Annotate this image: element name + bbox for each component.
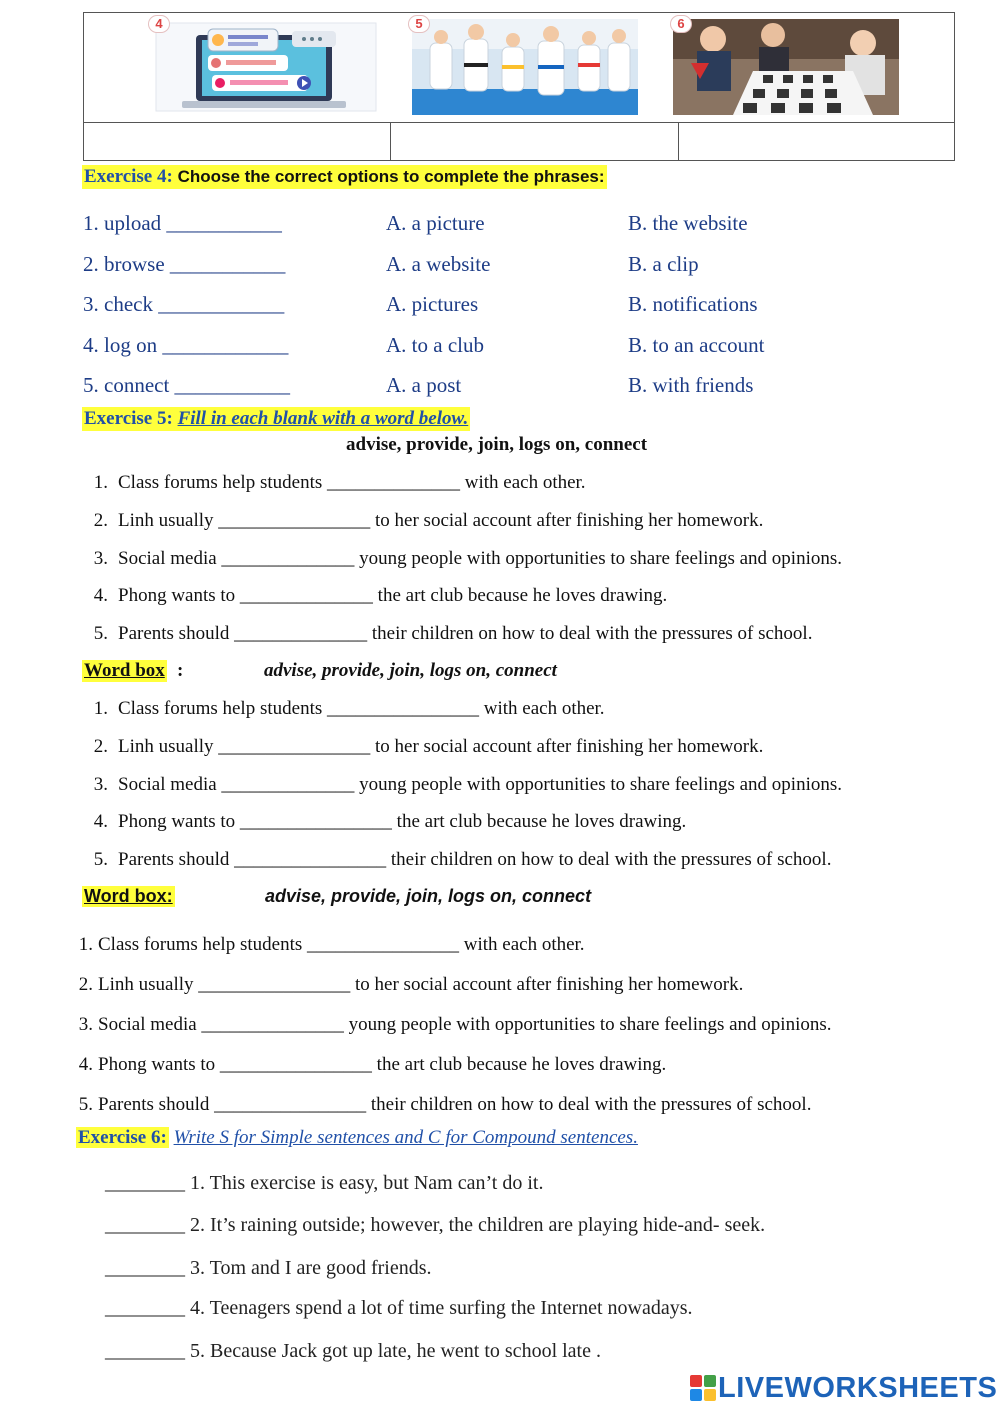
item-number: 3.: [93, 548, 108, 569]
image-table: [83, 12, 955, 161]
liveworksheets-logo[interactable]: [690, 1373, 997, 1403]
sentence-text: Class forums help students ______________ with each other.: [118, 472, 586, 493]
ex5-sentence: [82, 471, 586, 495]
sentence-text: Social media _______________ young people with opportunities to share feelings and opinions.: [98, 1014, 832, 1035]
ex5-sentence: [72, 1013, 832, 1037]
exercise-6-heading: [76, 1126, 638, 1150]
ex4-option-b[interactable]: B. the website: [628, 211, 748, 235]
word-box-words: advise, provide, join, logs on, connect: [264, 660, 557, 681]
sentence-text: Social media ______________ young people with opportunities to share feelings and opinions.: [118, 548, 843, 569]
row-divider: [84, 122, 954, 123]
ex6-item: ________ 1. This exercise is easy, but Nam can’t do it.: [105, 1172, 544, 1194]
image-number-badge: 6: [670, 15, 692, 33]
ex5-sentence: [82, 547, 842, 571]
ex4-option-a[interactable]: A. a post: [386, 373, 462, 397]
item-number: 5.: [78, 1094, 93, 1115]
word-box-colon: :: [177, 660, 184, 681]
item-number: 2.: [93, 510, 108, 531]
image-number-badge: 5: [408, 15, 430, 33]
item-number: 5.: [93, 849, 108, 870]
ex4-option-a[interactable]: A. pictures: [386, 292, 479, 316]
cell-divider: [678, 122, 679, 160]
ex4-option-a[interactable]: A. a picture: [386, 211, 485, 235]
ex6-item: ________ 4. Teenagers spend a lot of time surfing the Internet nowadays.: [105, 1297, 693, 1319]
ex5-sentence: [82, 810, 686, 834]
item-number: 2.: [93, 736, 108, 757]
item-number: 1.: [93, 698, 108, 719]
word-box-words: advise, provide, join, logs on, connect: [265, 886, 592, 906]
ex4-row: [83, 373, 943, 403]
ex4-question: 2. browse ___________: [83, 252, 286, 276]
chess-players-image: [673, 19, 899, 115]
ex4-option-b[interactable]: B. to an account: [628, 333, 765, 357]
sentence-text: Phong wants to ________________ the art club because he loves drawing.: [118, 811, 687, 832]
item-number: 4.: [78, 1054, 93, 1075]
ex5-sentence: [82, 848, 831, 872]
item-number: 2.: [78, 974, 93, 995]
ex5-sentence: [72, 1093, 811, 1117]
sentence-text: Parents should ________________ their children on how to deal with the pressures of school.: [118, 849, 832, 870]
word-list: advise, provide, join, logs on, connect: [346, 434, 648, 455]
ex5-sentence: [82, 584, 667, 608]
ex5-sentence: [82, 622, 812, 646]
ex6-item: ________ 3. Tom and I are good friends.: [105, 1257, 432, 1279]
exercise-instruction: Choose the correct options to complete the phrases:: [177, 167, 605, 186]
ex5-sentence: [82, 697, 605, 721]
ex5-sentence: [72, 973, 743, 997]
cell-divider: [390, 122, 391, 160]
item-number: 3.: [93, 774, 108, 795]
exercise-label: Exercise 5:: [84, 408, 173, 429]
word-box-label: Word box:: [84, 886, 173, 906]
ex5-sentence: [82, 509, 763, 533]
sentence-text: Linh usually ________________ to her social account after finishing her homework.: [118, 736, 764, 757]
ex4-option-b[interactable]: B. a clip: [628, 252, 699, 276]
ex4-row: [83, 292, 943, 322]
sentence-text: Phong wants to ________________ the art club because he loves drawing.: [98, 1054, 667, 1075]
item-number: 4.: [93, 585, 108, 606]
sentence-text: Parents should ________________ their children on how to deal with the pressures of school.: [98, 1094, 812, 1115]
exercise-label: Exercise 6:: [78, 1127, 167, 1148]
exercise-instruction: Fill in each blank with a word below.: [177, 408, 469, 429]
ex6-item: ________ 2. It’s raining outside; however, the children are playing hide-and- seek.: [105, 1214, 766, 1236]
ex6-item: ________ 5. Because Jack got up late, he went to school late .: [105, 1340, 601, 1362]
ex5-sentence: [82, 773, 842, 797]
ex4-option-b[interactable]: B. notifications: [628, 292, 758, 316]
ex5-sentence: [72, 933, 585, 957]
logo-text: LIVEWORKSHEETS: [718, 1371, 998, 1404]
item-number: 4.: [93, 811, 108, 832]
karate-class-image: [412, 19, 638, 115]
ex5-sentence: [82, 735, 763, 759]
exercise-4-heading: [82, 165, 607, 189]
sentence-text: Class forums help students ________________ with each other.: [98, 934, 585, 955]
exercise-5-heading: [82, 407, 470, 431]
item-number: 1.: [78, 934, 93, 955]
item-number: 1.: [93, 472, 108, 493]
ex5-sentence: [72, 1053, 666, 1077]
image-number-badge: 4: [148, 15, 170, 33]
ex4-option-b[interactable]: B. with friends: [628, 373, 754, 397]
exercise-instruction: Write S for Simple sentences and C for Compound sentences.: [173, 1127, 638, 1148]
sentence-text: Phong wants to ______________ the art club because he loves drawing.: [118, 585, 668, 606]
logo-mark-icon: [690, 1375, 716, 1401]
ex4-option-a[interactable]: A. to a club: [386, 333, 484, 357]
ex4-question: 1. upload ___________: [83, 211, 282, 235]
ex4-row: [83, 333, 943, 363]
ex4-row: [83, 252, 943, 282]
sentence-text: Linh usually ________________ to her social account after finishing her homework.: [98, 974, 744, 995]
ex4-option-a[interactable]: A. a website: [386, 252, 491, 276]
sentence-text: Parents should ______________ their children on how to deal with the pressures of school.: [118, 623, 813, 644]
ex4-row: [83, 211, 943, 241]
exercise-label: Exercise 4:: [84, 166, 173, 187]
ex4-question: 5. connect ___________: [83, 373, 291, 397]
word-box-label: Word box: [84, 660, 165, 681]
item-number: 3.: [78, 1014, 93, 1035]
sentence-text: Social media ______________ young people with opportunities to share feelings and opinions.: [118, 774, 843, 795]
sentence-text: Class forums help students ________________ with each other.: [118, 698, 605, 719]
sentence-text: Linh usually ________________ to her social account after finishing her homework.: [118, 510, 764, 531]
laptop-chat-image: [152, 19, 380, 115]
item-number: 5.: [93, 623, 108, 644]
ex4-question: 4. log on ____________: [83, 333, 289, 357]
ex4-question: 3. check ____________: [83, 292, 285, 316]
